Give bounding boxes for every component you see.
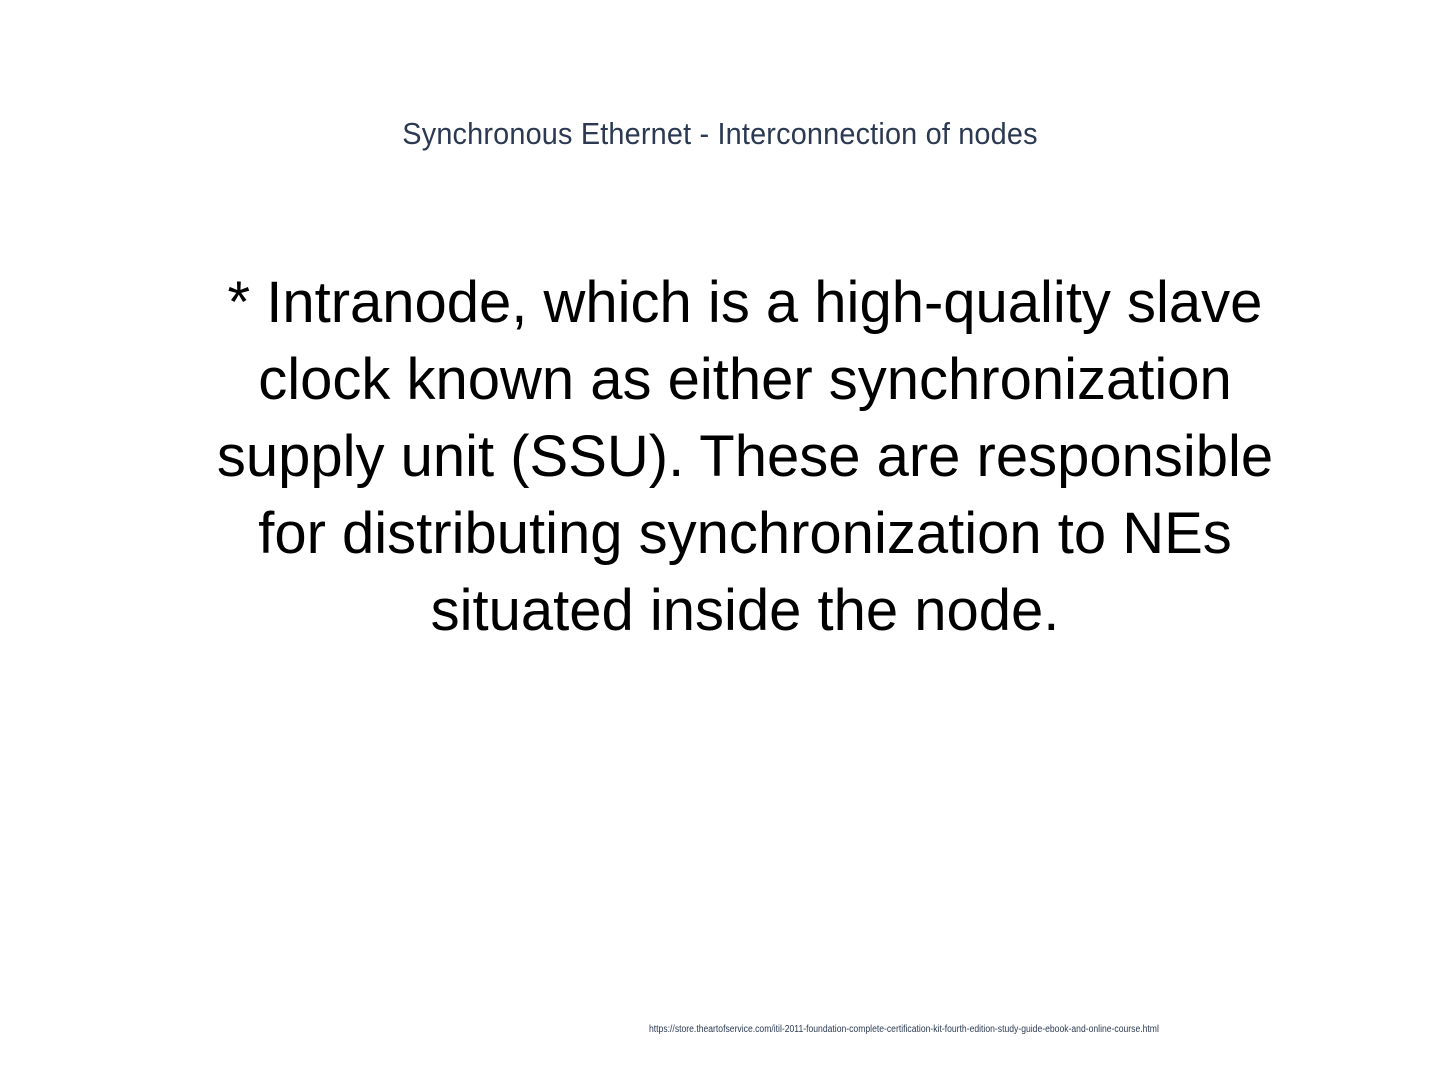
body-line: for distributing synchronization to NEs [258,501,1232,566]
body-line: clock known as either synchronization [258,347,1232,412]
slide-body [150,264,1340,649]
body-line: * Intranode, which is a high-quality slave [227,270,1263,335]
body-line: situated inside the node. [430,578,1060,643]
slide-title: Synchronous Ethernet - Interconnection of nodes [402,116,1038,151]
footer-url-link[interactable]: https://store.theartofservice.com/itil-2011-foundation-complete-certification-kit-fourth-edition-study-guide-ebook-and-online-course.html [649,1024,1159,1035]
body-line: supply unit (SSU). These are responsible [216,424,1274,489]
